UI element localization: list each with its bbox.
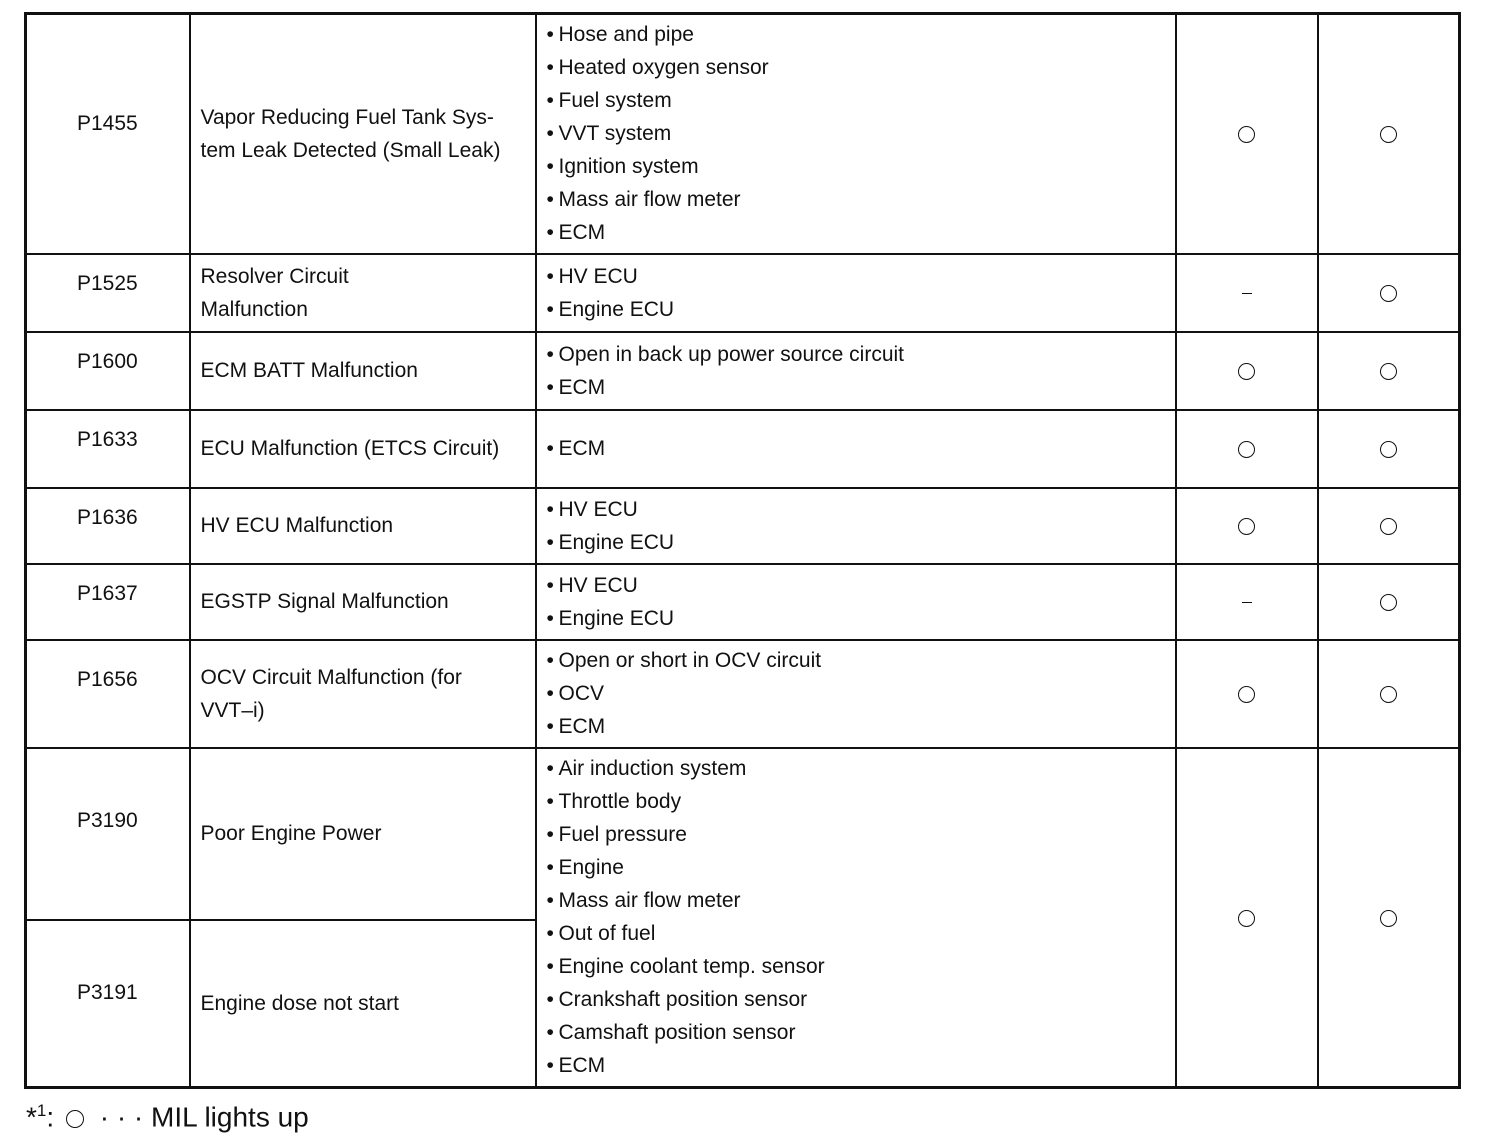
memory-cell — [1318, 14, 1460, 254]
detection-item-line: EGSTP Signal Malfunction — [200, 590, 449, 613]
bullet-icon: • — [546, 375, 554, 399]
detection-item-cell — [190, 410, 536, 488]
list-item — [547, 260, 1165, 293]
trouble-area-text: Open or short in OCV circuit — [558, 649, 822, 672]
list-item — [547, 117, 1165, 150]
trouble-area-text: OCV — [558, 682, 605, 705]
list-item — [547, 752, 1165, 785]
trouble-area-cell — [536, 488, 1176, 564]
trouble-area-cell — [536, 564, 1176, 640]
circle-icon — [1380, 441, 1397, 458]
bullet-icon: • — [546, 823, 554, 847]
trouble-area-cell — [536, 14, 1176, 254]
bullet-icon: • — [546, 649, 554, 672]
list-item — [547, 432, 1165, 465]
bullet-icon: • — [546, 530, 554, 554]
trouble-area-list — [547, 569, 1165, 635]
memory-cell — [1318, 410, 1460, 488]
dtc-code: P1637 — [77, 581, 138, 605]
trouble-area-text: Throttle body — [558, 790, 682, 814]
bullet-icon: • — [546, 988, 554, 1012]
dtc-code-cell — [26, 332, 190, 410]
circle-icon — [1380, 910, 1397, 927]
list-item — [547, 818, 1165, 851]
list-item — [547, 710, 1165, 743]
list-item — [547, 18, 1165, 51]
trouble-area-text: VVT system — [558, 122, 672, 146]
list-item — [547, 183, 1165, 216]
bullet-icon: • — [546, 889, 554, 913]
footnote-colon: : — [46, 1101, 55, 1133]
bullet-icon: • — [546, 790, 554, 814]
list-item — [547, 644, 1165, 677]
trouble-area-text: ECM — [558, 221, 606, 245]
mil-cell — [1176, 488, 1318, 564]
dtc-code-cell — [26, 14, 190, 254]
bullet-icon: • — [546, 955, 554, 979]
circle-icon — [1380, 285, 1397, 302]
list-item — [547, 51, 1165, 84]
detection-item-cell — [190, 748, 536, 920]
bullet-icon: • — [546, 342, 554, 366]
mil-cell — [1176, 564, 1318, 640]
dtc-code-cell — [26, 488, 190, 564]
trouble-area-text: Engine ECU — [558, 606, 675, 630]
bullet-icon: • — [546, 757, 554, 781]
list-item — [547, 493, 1165, 526]
trouble-area-list — [547, 644, 1165, 743]
bullet-icon: • — [546, 155, 554, 179]
bullet-icon: • — [546, 1021, 554, 1045]
list-item — [547, 569, 1165, 602]
footnote — [26, 1094, 309, 1134]
trouble-area-text: ECM — [558, 437, 606, 460]
memory-cell — [1318, 488, 1460, 564]
mil-cell — [1176, 254, 1318, 332]
list-item — [547, 371, 1165, 404]
detection-item-cell — [190, 488, 536, 564]
dtc-code-cell — [26, 254, 190, 332]
circle-icon — [1238, 441, 1255, 458]
table-row — [26, 564, 1460, 640]
dtc-code: P3190 — [77, 808, 138, 832]
trouble-area-text: ECM — [558, 375, 606, 399]
trouble-area-text: Hose and pipe — [558, 23, 694, 47]
bullet-icon: • — [546, 89, 554, 113]
bullet-icon: • — [546, 297, 554, 321]
trouble-area-text: ECM — [558, 715, 606, 738]
trouble-area-text: Engine ECU — [558, 297, 675, 321]
trouble-area-text: Crankshaft position sensor — [558, 988, 808, 1012]
bullet-icon: • — [546, 264, 554, 288]
trouble-area-text: Camshaft position sensor — [558, 1021, 796, 1045]
trouble-area-list — [547, 260, 1165, 326]
list-item — [547, 1049, 1165, 1082]
detection-item-line: OCV Circuit Malfunction (for — [200, 665, 462, 689]
bullet-icon: • — [546, 715, 554, 738]
detection-item-cell — [190, 14, 536, 254]
circle-icon — [1380, 126, 1397, 143]
detection-item-line: Malfunction — [200, 297, 308, 321]
trouble-area-text: Open in back up power source circuit — [558, 342, 905, 366]
mil-cell — [1176, 332, 1318, 410]
circle-icon — [1238, 126, 1255, 143]
circle-icon — [1238, 686, 1255, 703]
table-row — [26, 488, 1460, 564]
detection-item-cell — [190, 332, 536, 410]
dtc-code-cell — [26, 920, 190, 1088]
list-item — [547, 785, 1165, 818]
bullet-icon: • — [546, 1054, 554, 1078]
circle-icon — [66, 1110, 84, 1128]
detection-item-line: ECM BATT Malfunction — [200, 359, 418, 382]
list-item — [547, 884, 1165, 917]
dash-icon — [1242, 602, 1252, 604]
memory-cell — [1318, 254, 1460, 332]
trouble-area-text: Heated oxygen sensor — [558, 56, 769, 80]
list-item — [547, 293, 1165, 326]
list-item — [547, 602, 1165, 635]
trouble-area-text: HV ECU — [558, 497, 638, 521]
bullet-icon: • — [546, 188, 554, 212]
list-item — [547, 338, 1165, 371]
bullet-icon: • — [546, 682, 554, 705]
footnote-superscript: 1 — [36, 1101, 47, 1120]
detection-item-line: ECU Malfunction (ETCS Circuit) — [200, 437, 500, 460]
trouble-area-text: Air induction system — [558, 757, 747, 781]
detection-item-cell — [190, 920, 536, 1088]
footnote-text: MIL lights up — [151, 1101, 309, 1133]
bullet-icon: • — [546, 497, 554, 521]
list-item — [547, 950, 1165, 983]
detection-item-line: VVT–i) — [200, 698, 265, 722]
bullet-icon: • — [546, 122, 554, 146]
mil-cell — [1176, 640, 1318, 748]
table-row — [26, 254, 1460, 332]
trouble-area-list — [547, 338, 1165, 404]
mil-cell — [1176, 748, 1318, 1088]
mil-cell — [1176, 410, 1318, 488]
trouble-area-list — [547, 432, 1165, 465]
trouble-area-text: Ignition system — [558, 155, 699, 179]
trouble-area-text: Out of fuel — [558, 922, 656, 946]
memory-cell — [1318, 332, 1460, 410]
bullet-icon: • — [546, 606, 554, 630]
dtc-table — [24, 12, 1461, 1089]
circle-icon — [1238, 363, 1255, 380]
memory-cell — [1318, 640, 1460, 748]
table-row — [26, 332, 1460, 410]
list-item — [547, 917, 1165, 950]
bullet-icon: • — [546, 437, 554, 460]
detection-item-line: tem Leak Detected (Small Leak) — [200, 138, 501, 162]
detection-item-cell — [190, 564, 536, 640]
detection-item-line: Poor Engine Power — [200, 822, 382, 845]
trouble-area-text: HV ECU — [558, 573, 638, 597]
list-item — [547, 150, 1165, 183]
detection-item-line: Resolver Circuit — [200, 264, 349, 288]
detection-item-cell — [190, 254, 536, 332]
table-row — [26, 14, 1460, 254]
trouble-area-cell — [536, 748, 1176, 1088]
dtc-code: P1636 — [77, 505, 138, 529]
bullet-icon: • — [546, 56, 554, 80]
dtc-code: P1525 — [77, 271, 138, 295]
trouble-area-cell — [536, 254, 1176, 332]
bullet-icon: • — [546, 23, 554, 47]
circle-icon — [1238, 518, 1255, 535]
bullet-icon: • — [546, 922, 554, 946]
dtc-code-cell — [26, 748, 190, 920]
circle-icon — [1380, 686, 1397, 703]
memory-cell — [1318, 748, 1460, 1088]
dtc-code-cell — [26, 410, 190, 488]
circle-icon — [1238, 910, 1255, 927]
detection-item-line: HV ECU Malfunction — [200, 514, 394, 537]
circle-icon — [1380, 594, 1397, 611]
dtc-code: P3191 — [77, 980, 138, 1004]
list-item — [547, 983, 1165, 1016]
memory-cell — [1318, 564, 1460, 640]
trouble-area-cell — [536, 640, 1176, 748]
table-row — [26, 640, 1460, 748]
dtc-code: P1656 — [77, 667, 138, 691]
trouble-area-text: Engine — [558, 856, 624, 880]
dtc-code-cell — [26, 640, 190, 748]
footnote-prefix: * — [26, 1101, 37, 1133]
trouble-area-text: Engine coolant temp. sensor — [558, 955, 825, 979]
trouble-area-cell — [536, 410, 1176, 488]
mil-cell — [1176, 14, 1318, 254]
trouble-area-cell — [536, 332, 1176, 410]
detection-item-cell — [190, 640, 536, 748]
dtc-code: P1455 — [77, 112, 138, 135]
dtc-code: P1633 — [77, 427, 138, 451]
footnote-dots: · · · — [99, 1101, 144, 1133]
bullet-icon: • — [546, 856, 554, 880]
bullet-icon: • — [546, 221, 554, 245]
trouble-area-text: Engine ECU — [558, 530, 675, 554]
trouble-area-text: Mass air flow meter — [558, 889, 741, 913]
list-item — [547, 526, 1165, 559]
trouble-area-text: Mass air flow meter — [558, 188, 741, 212]
trouble-area-list — [547, 18, 1165, 249]
dtc-code: P1600 — [77, 349, 138, 373]
dash-icon — [1242, 293, 1252, 295]
detection-item-line: Engine dose not start — [200, 991, 399, 1015]
trouble-area-text: ECM — [558, 1054, 606, 1078]
list-item — [547, 851, 1165, 884]
table-row — [26, 410, 1460, 488]
list-item — [547, 1016, 1165, 1049]
trouble-area-text: HV ECU — [558, 264, 638, 288]
list-item — [547, 216, 1165, 249]
trouble-area-list — [547, 493, 1165, 559]
list-item — [547, 84, 1165, 117]
trouble-area-text: Fuel pressure — [558, 823, 687, 847]
bullet-icon: • — [546, 573, 554, 597]
table-row — [26, 748, 1460, 920]
detection-item-line: Vapor Reducing Fuel Tank Sys- — [200, 105, 494, 129]
trouble-area-text: Fuel system — [558, 89, 672, 113]
list-item — [547, 677, 1165, 710]
dtc-code-cell — [26, 564, 190, 640]
circle-icon — [1380, 363, 1397, 380]
circle-icon — [1380, 518, 1397, 535]
trouble-area-list — [547, 752, 1165, 1082]
